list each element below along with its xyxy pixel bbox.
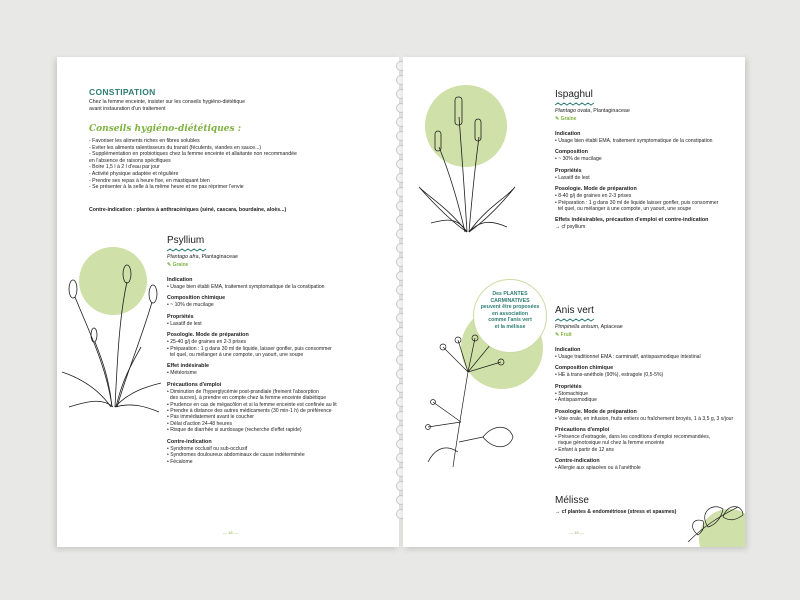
conseil-item: - Boire 1,5 l à 2 l d'eau par jour — [89, 164, 160, 171]
melisse-illustration — [683, 497, 745, 547]
section-line: • Risque de diarrhée si surdosage (recherche d'effet rapide) — [167, 427, 302, 434]
section-line: • Stomachique — [555, 390, 588, 397]
wave-divider — [167, 248, 207, 252]
conseil-item: - Favoriser les aliments riches en fibres solubles — [89, 138, 200, 144]
latin-name: Pimpinella anisum, Apiaceae — [555, 324, 623, 330]
section-line: • Usage bien établi EMA, traitement symptomatique de la constipation — [555, 138, 713, 144]
section-block — [167, 332, 387, 358]
section-line: • HE à trans-anéthole (90%), estragole (0,5-5%) — [555, 372, 664, 379]
section-line: • Syndrome occlusif ou sub-occlusif — [167, 445, 248, 452]
section-block — [555, 131, 740, 144]
plant-name-psyllium: Psyllium — [167, 235, 205, 246]
anis-illustration — [413, 332, 543, 472]
section-block — [555, 217, 740, 230]
section-line: • Préparation : 1 g dans 30 ml de liquide laisser gonfler, puis consommer — [555, 199, 719, 206]
section-block — [555, 409, 740, 422]
section-line: • 8-40 g/j de graines en 2-3 prises — [555, 193, 632, 200]
section-heading: Posologie. Mode de préparation — [555, 408, 637, 415]
plant-part: ✎ Graine — [167, 262, 189, 268]
section-block — [167, 295, 387, 308]
section-line: • Antispasmodique — [555, 397, 597, 404]
conseils-list — [89, 138, 379, 191]
section-block — [555, 458, 740, 471]
page-number: — 18 — — [223, 530, 238, 535]
carminative-callout — [473, 279, 547, 353]
section-heading: Composition chimique — [555, 365, 614, 372]
section-line: • Voie orale, en infusion, fruits entiers ou fraîchement broyés, 1 à 3,5 g, 3 x/jour — [555, 415, 734, 422]
section-heading: Composition chimique — [167, 295, 226, 302]
callout-line: Des PLANTES — [492, 291, 528, 297]
section-line: • Diminution de l'hyperglycémie post-prandiale (freinent l'absorption — [167, 388, 319, 395]
section-heading: Propriétés — [555, 383, 582, 390]
conseil-item: - Prendre ses repas à heure fixe, en mastiquant bien — [89, 177, 210, 184]
page-number: — 19 — — [569, 530, 584, 535]
section-heading: Précautions d'emploi — [167, 381, 222, 388]
section-heading: Indication — [555, 131, 581, 137]
section-line: → cf psyllium — [555, 224, 586, 231]
section-line: risque génotoxique nul chez la femme enceinte — [555, 440, 665, 447]
section-heading: Posologie. Mode de préparation — [167, 332, 249, 339]
section-heading: Contre-indication — [555, 458, 600, 465]
callout-line: peuvent être proposées — [480, 304, 540, 311]
section-heading: Indication — [167, 277, 193, 283]
section-line: • Usage traditionnel EMA : carminatif, antispasmodique intestinal — [555, 354, 701, 360]
melisse-note: → cf plantes & endométriose (stress et spasmes) — [555, 509, 677, 515]
section-block — [555, 365, 740, 378]
section-line: • ~ 30% de mucilage — [555, 156, 602, 163]
section-line: tel quel, ou mélanger à une compote, un yaourt, une soupe — [167, 352, 304, 359]
section-line: des sucres), à prendre en compte chez la femme enceinte diabétique — [167, 395, 327, 402]
section-line: • Préparation : 1 g dans 30 ml de liquide, laisser gonfler, puis consommer — [167, 345, 332, 352]
section-line: • 25-40 g/j de graines en 2-3 prises — [167, 339, 247, 346]
section-block — [555, 347, 740, 360]
anis-sections — [555, 347, 740, 477]
left-page — [57, 57, 399, 547]
wave-divider — [555, 102, 595, 106]
callout-line: comme l'anis vert — [488, 317, 532, 324]
right-page — [403, 57, 745, 547]
section-heading: Contre-indication — [167, 438, 212, 445]
section-line: • Prendre à distance des autres médicaments (30 min-1 h) de préférence — [167, 408, 332, 415]
section-block — [167, 439, 387, 465]
section-line: • Laxatif de lest — [167, 320, 202, 327]
conseil-item: en l'absence de raisons spécifiques — [89, 157, 171, 164]
section-line: • Présence d'estragole, dans les conditions d'emploi recommandées, — [555, 434, 711, 441]
section-block — [167, 382, 387, 434]
intro-line: Chez la femme enceinte, insister sur les conseils hygiéno-diététique — [89, 99, 245, 105]
section-line: • Allergie aux apiacées ou à l'anéthole — [555, 465, 641, 472]
ispaghul-illustration — [417, 87, 517, 237]
plant-name-ispaghul: Ispaghul — [555, 89, 593, 100]
section-line: tel quel, ou mélanger à une compote, un yaourt, une soupe — [555, 206, 692, 213]
section-line: • Usage bien établi EMA, traitement symptomatique de la constipation — [167, 284, 325, 290]
section-line: • Syndromes douloureux abdominaux de cause indéterminée — [167, 452, 305, 459]
plant-part: ✎ Graine — [555, 116, 577, 122]
section-block — [555, 149, 740, 162]
section-line: • Laxatif de lest — [555, 174, 590, 181]
section-heading: Propriétés — [555, 167, 582, 174]
conseil-item: - Eviter les aliments ralentisseurs du transit (féculents, viandes en sauce...) — [89, 144, 262, 151]
section-block — [167, 277, 387, 290]
latin-name: Plantago ovata, Plantaginaceae — [555, 108, 630, 114]
psyllium-sections — [167, 277, 387, 470]
section-line: • Enfant à partir de 12 ans — [555, 446, 614, 453]
plant-name-melisse: Mélisse — [555, 495, 589, 506]
conseil-item: - Supplémentation en probiotiques chez la femme enceinte et allaitante non recommandée — [89, 151, 297, 158]
section-block — [555, 384, 740, 404]
section-line: • Délai d'action 24-48 heures — [167, 420, 233, 427]
section-line: • Pas immédiatement avant le coucher — [167, 414, 255, 421]
conseil-item: - Activité physique adaptée et régulière — [89, 170, 179, 177]
section-block — [555, 168, 740, 181]
section-heading: Propriétés — [167, 313, 194, 320]
intro-line: avant instauration d'un traitement — [89, 105, 166, 112]
callout-line: CARMINATIVES — [490, 297, 530, 304]
intro-text — [89, 99, 349, 113]
section-heading: Composition — [555, 149, 588, 156]
section-line: • ~ 10% de mucilage — [167, 302, 214, 309]
section-line: • Météorisme — [167, 370, 197, 377]
plant-name-anis: Anis vert — [555, 305, 594, 316]
section-heading: Effet indésirable — [167, 363, 209, 370]
section-block — [167, 314, 387, 327]
ispaghul-sections — [555, 131, 740, 236]
section-block — [555, 186, 740, 212]
section-line: • Prudence en cas de mégacôlon et si la femme enceinte est confinée au lit — [167, 401, 337, 408]
section-heading: Indication — [555, 347, 581, 353]
conseil-item: - Se présenter à la selle à la même heure et ne pas réprimer l'envie — [89, 184, 244, 191]
conseils-title: Conseils hygiéno-diététiques : — [89, 124, 242, 134]
plant-part: ✎ Fruit — [555, 332, 572, 338]
section-block — [167, 363, 387, 376]
section-heading: Effets indésirables, précaution d'emploi et contre-indication — [555, 217, 709, 224]
psyllium-illustration — [57, 257, 163, 417]
callout-line: et la mélisse — [494, 323, 526, 330]
book-spread — [57, 57, 745, 547]
section-line: • Fécalome — [167, 458, 193, 465]
section-heading: Posologie. Mode de préparation — [555, 186, 637, 193]
wave-divider — [555, 318, 595, 322]
contre-indication-note: Contre-indication : plantes à anthracéniques (séné, cascara, bourdaine, aloès...) — [89, 207, 287, 213]
section-block — [555, 427, 740, 453]
callout-line: en association — [491, 310, 529, 317]
section-title: CONSTIPATION — [89, 87, 156, 97]
section-heading: Précautions d'emploi — [555, 427, 610, 434]
latin-name: Plantago afra, Plantaginaceae — [167, 254, 238, 260]
